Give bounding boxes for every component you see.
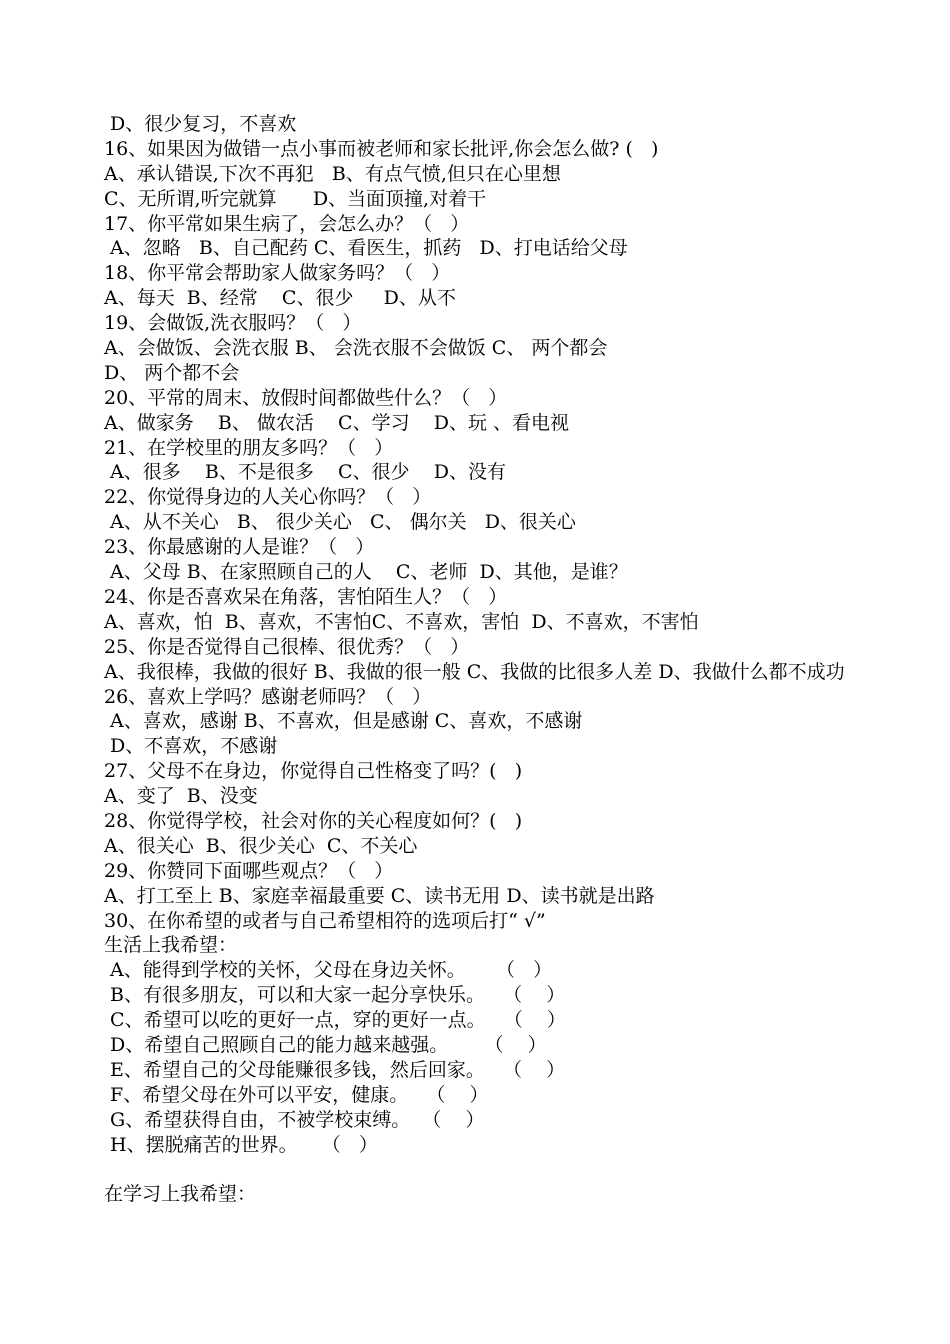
option-line: D、不喜欢，不感谢 — [104, 735, 278, 758]
question-19: 19、会做饭,洗衣服吗？（ ） — [104, 312, 362, 335]
option-line-wrapped: A、我很棒，我做的很好 B、我做的很一般 C、我做的比很多人差 D、我做什么都不成功 — [104, 660, 845, 683]
option-line: A、承认错误,下次不再犯 B、有点气愤,但只在心里想 — [104, 162, 561, 185]
question-30: 30、在你希望的或者与自己希望相符的选项后打“ √” — [104, 909, 546, 932]
option-line: A、喜欢，怕 B、喜欢，不害怕C、不喜欢，害怕 D、不喜欢，不害怕 — [104, 610, 699, 633]
wish-item: F、希望父母在外可以平安，健康。 （ ） — [104, 1083, 489, 1106]
option-line: A、很多 B、不是很多 C、很少 D、没有 — [104, 461, 506, 484]
question-18: 18、你平常会帮助家人做家务吗？（ ） — [104, 262, 451, 285]
wish-item: C、希望可以吃的更好一点，穿的更好一点。 （ ） — [104, 1009, 566, 1032]
option-line: A、变了 B、没变 — [104, 785, 258, 808]
blank-line — [104, 1157, 864, 1182]
question-27: 27、父母不在身边，你觉得自己性格变了吗？( ) — [104, 760, 523, 783]
question-26: 26、喜欢上学吗？感谢老师吗？（ ） — [104, 685, 432, 708]
option-line: C、无所谓,听完就算 D、当面顶撞,对着干 — [104, 187, 487, 210]
wish-item: D、希望自己照顾自己的能力越来越强。 （ ） — [104, 1033, 547, 1056]
wish-item: G、希望获得自由，不被学校束缚。 （ ） — [104, 1108, 485, 1131]
option-line: A、喜欢，感谢 B、不喜欢，但是感谢 C、喜欢，不感谢 — [104, 710, 583, 733]
option-line: A、打工至上 B、家庭幸福最重要 C、读书无用 D、读书就是出路 — [104, 884, 655, 907]
question-16: 16、如果因为做错一点小事而被老师和家长批评,你会怎么做? ( ) — [104, 137, 659, 160]
question-22: 22、你觉得身边的人关心你吗？（ ） — [104, 486, 432, 509]
question-17: 17、你平常如果生病了，会怎么办？（ ） — [104, 212, 470, 235]
wish-item: A、能得到学校的关怀，父母在身边关怀。 （ ） — [104, 959, 553, 982]
question-23: 23、你最感谢的人是谁？（ ） — [104, 536, 375, 559]
option-line: D、 两个都不会 — [104, 361, 240, 384]
question-21: 21、在学校里的朋友多吗？（ ） — [104, 436, 394, 459]
question-20: 20、平常的周末、放假时间都做些什么？（ ） — [104, 386, 508, 409]
option-line: A、会做饭、会洗衣服 B、 会洗衣服不会做饭 C、 两个都会 — [104, 337, 608, 360]
option-line: A、很关心 B、很少关心 C、不关心 — [104, 834, 418, 857]
option-line: A、做家务 B、 做农活 C、学习 D、玩 、看电视 — [104, 411, 570, 434]
option-line: A、忽略 B、自己配药 C、看医生，抓药 D、打电话给父母 — [104, 237, 628, 260]
option-line: A、父母 B、在家照顾自己的人 C、老师 D、其他，是谁？ — [104, 561, 628, 584]
wish-item: B、有很多朋友，可以和大家一起分享快乐。 （ ） — [104, 984, 566, 1007]
section-heading-study: 在学习上我希望： — [104, 1183, 257, 1206]
option-line: A、每天 B、经常 C、很少 D、从不 — [104, 287, 456, 310]
option-line: D、很少复习，不喜欢 — [104, 113, 297, 135]
wish-item: H、摆脱痛苦的世界。 （ ） — [104, 1133, 378, 1156]
question-28: 28、你觉得学校，社会对你的关心程度如何？( ) — [104, 809, 523, 832]
wish-item: E、希望自己的父母能赚很多钱，然后回家。 （ ） — [104, 1058, 566, 1081]
question-24: 24、你是否喜欢呆在角落，害怕陌生人？（ ） — [104, 585, 508, 608]
questionnaire-text — [104, 112, 864, 1207]
question-25: 25、你是否觉得自己很棒、很优秀？（ ） — [104, 635, 470, 658]
question-29: 29、你赞同下面哪些观点？（ ） — [104, 859, 394, 882]
option-line: A、从不关心 B、 很少关心 C、 偶尔关 D、很关心 — [104, 511, 576, 534]
section-heading-life: 生活上我希望： — [104, 934, 238, 957]
